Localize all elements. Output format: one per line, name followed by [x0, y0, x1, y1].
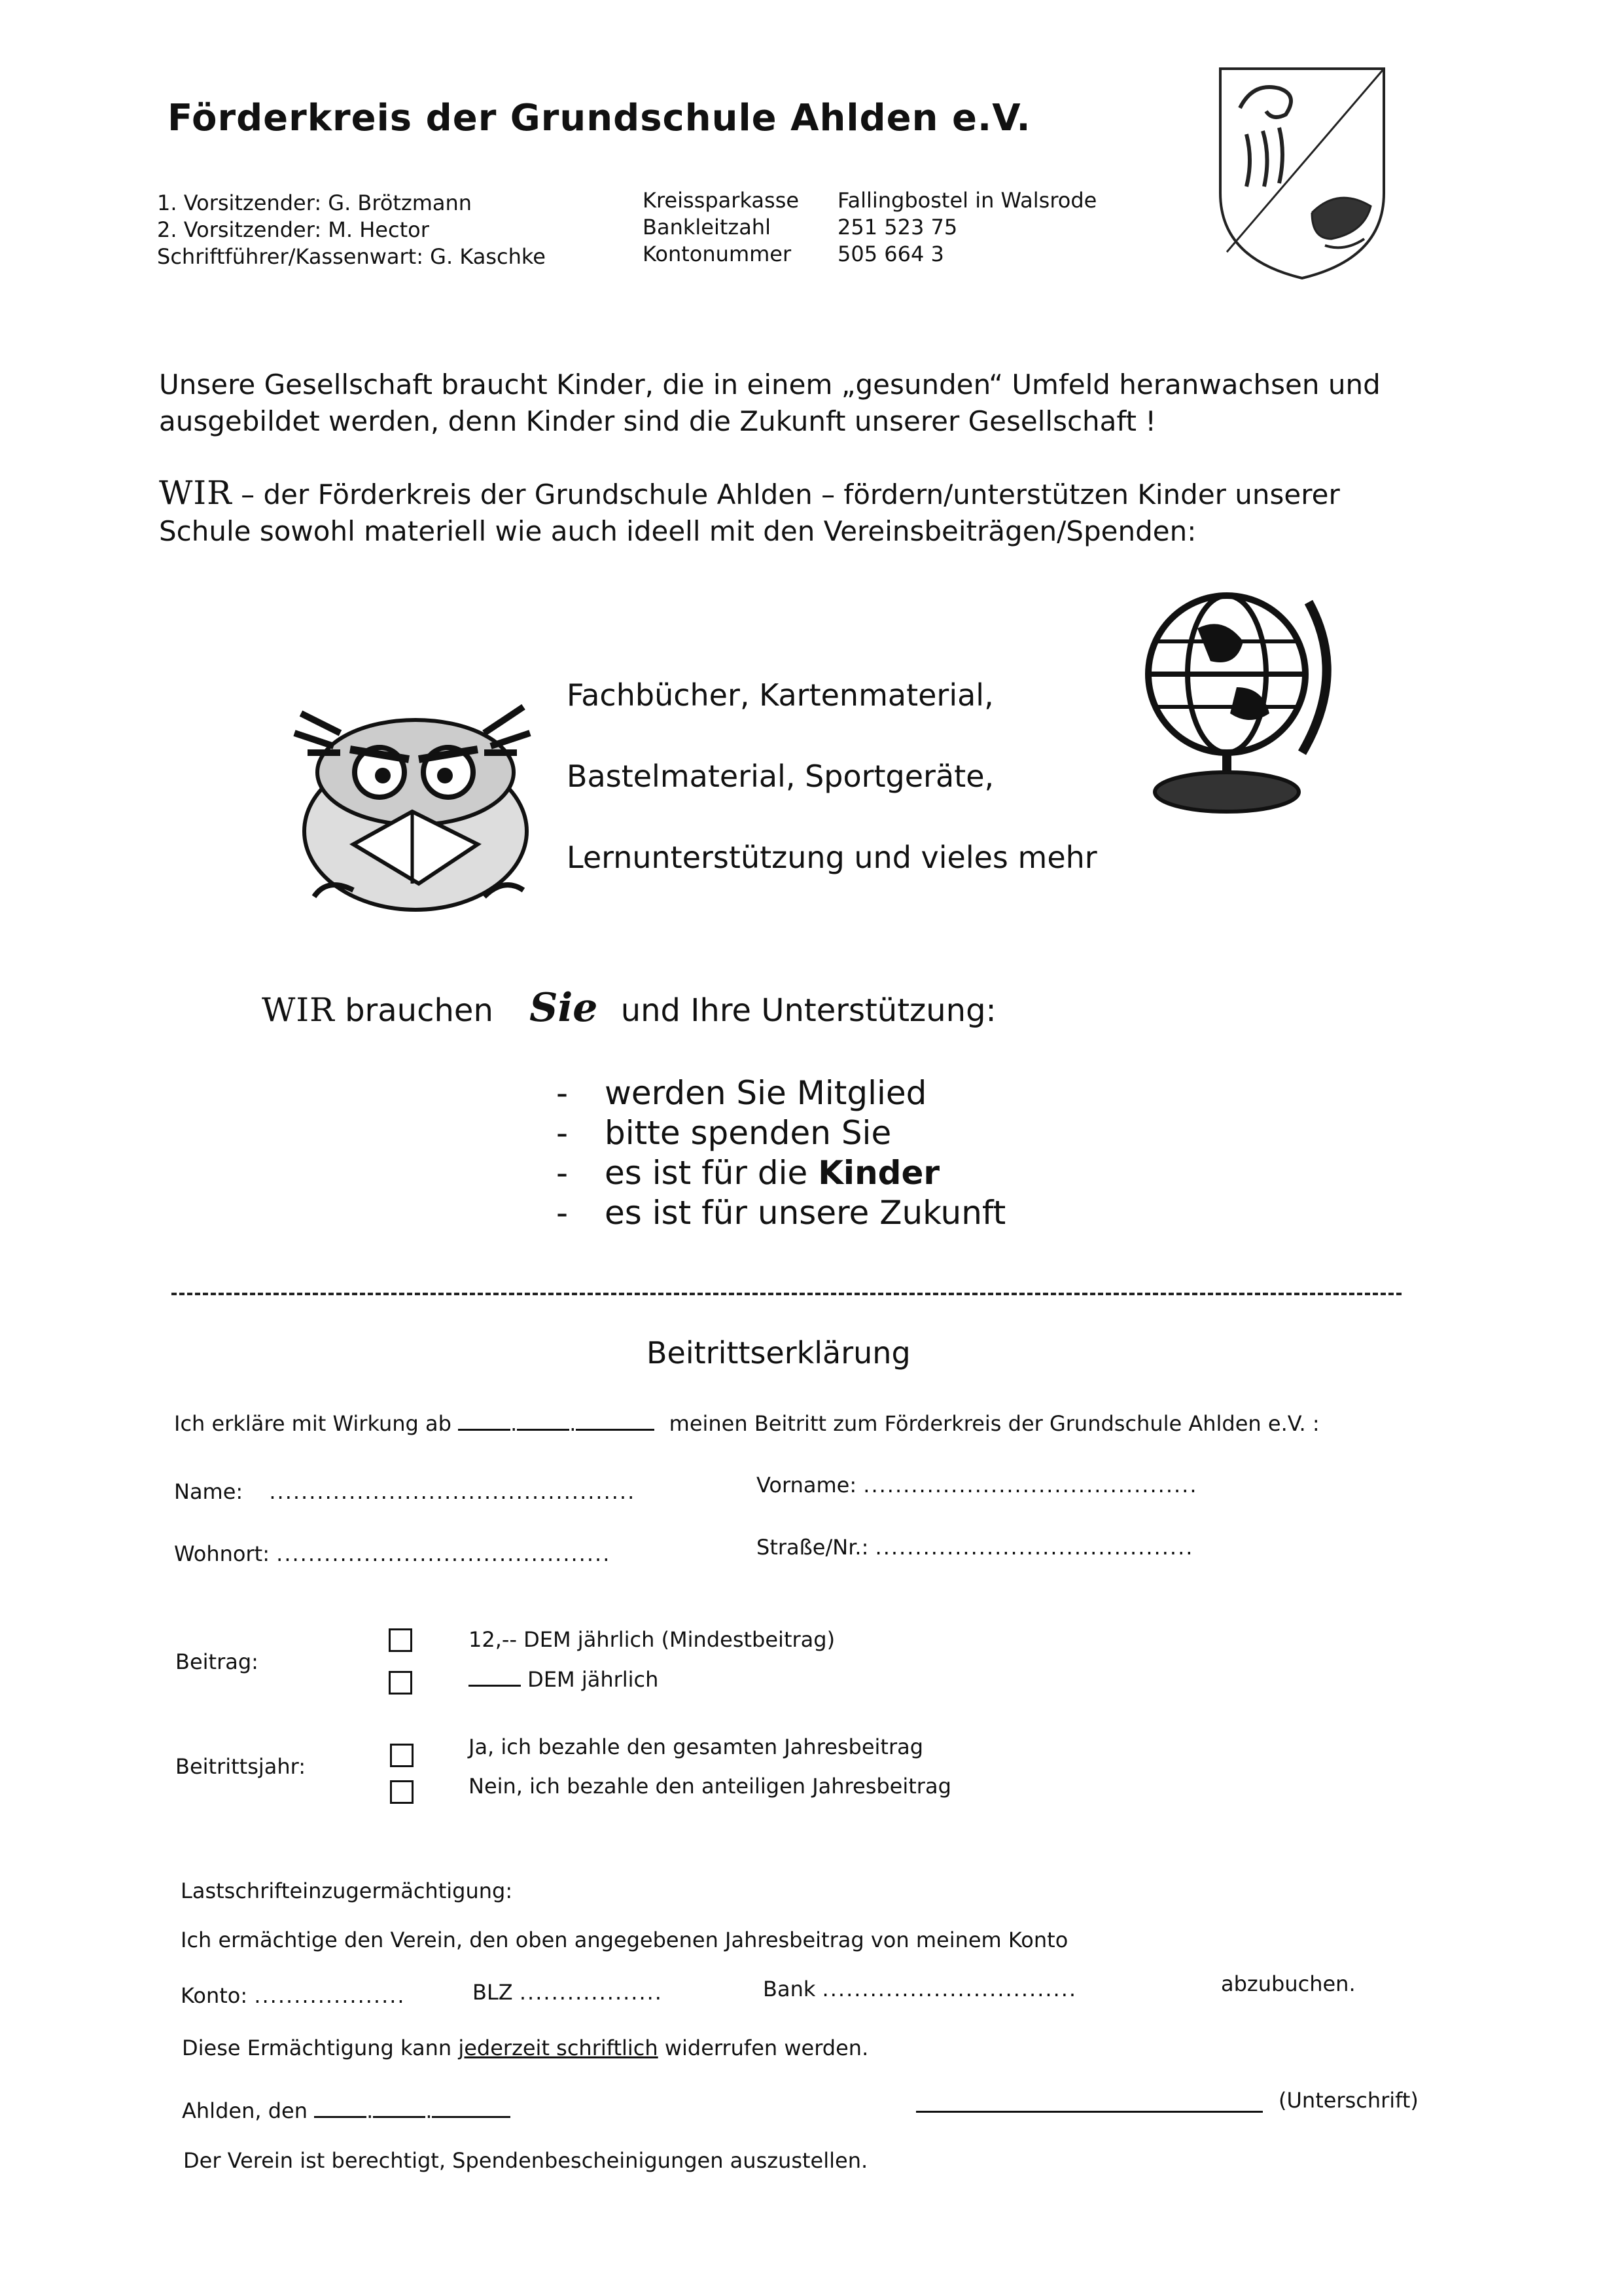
name-field[interactable]: .............................................. — [269, 1479, 636, 1504]
bank-value: 505 664 3 — [838, 242, 944, 266]
widerruf-line — [182, 2036, 868, 2060]
spenden-note: Der Verein ist berechtigt, Spendenbescheinigungen auszustellen. — [183, 2148, 868, 2173]
name-row — [174, 1479, 635, 1504]
wohnort-label: Wohnort: — [174, 1541, 270, 1566]
strasse-field[interactable]: ........................................ — [875, 1535, 1194, 1560]
officer-line: 1. Vorsitzender: G. Brötzmann — [157, 190, 472, 215]
list-item: Lernunterstützung und vieles mehr — [567, 840, 1097, 875]
intro-line: ausgebildet werden, denn Kinder sind die Zukunft unserer Gesellschaft ! — [159, 405, 1157, 437]
appeal-brauchen: brauchen — [345, 992, 493, 1029]
strasse-label: Straße/Nr.: — [756, 1535, 869, 1560]
intro-paragraph — [159, 367, 1381, 440]
blz-label: BLZ — [472, 1980, 513, 2005]
bank-values — [838, 187, 1097, 268]
blz-field[interactable]: .................. — [519, 1980, 663, 2005]
strasse-row — [756, 1535, 1193, 1560]
date-separator: . — [569, 1411, 576, 1436]
bank-labels — [643, 187, 799, 268]
ort-label: Ahlden, den — [182, 2098, 308, 2123]
date-separator: . — [366, 2098, 374, 2123]
beitrag-custom-checkbox[interactable] — [389, 1671, 412, 1695]
bank-field[interactable]: ................................ — [822, 1977, 1078, 2001]
mission-line: – der Förderkreis der Grundschule Ahlden – fördern/unterstützen Kinder unserer — [241, 478, 1340, 511]
globe-icon — [1112, 576, 1348, 825]
date-year-field[interactable] — [576, 1410, 654, 1431]
bullet-text: es ist für die — [605, 1154, 808, 1192]
date-separator: . — [510, 1411, 518, 1436]
bank-row — [763, 1977, 1077, 2001]
cut-line — [171, 1293, 1402, 1295]
bullet-dash: - — [556, 1154, 569, 1192]
beitrag-min-checkbox[interactable] — [389, 1628, 412, 1652]
bullet-list — [556, 1073, 1006, 1233]
wirkung-label: Ich erkläre mit Wirkung ab — [174, 1411, 451, 1436]
wirkung-text: meinen Beitritt zum Förderkreis der Grundschule Ahlden e.V. : — [669, 1411, 1320, 1436]
appeal-line — [262, 985, 997, 1031]
wir-word: WIR — [159, 474, 232, 512]
bank-value: 251 523 75 — [838, 215, 958, 240]
bullet-dash: - — [556, 1194, 569, 1232]
bullet-text: es ist für unsere Zukunft — [605, 1194, 1006, 1232]
intro-line: Unsere Gesellschaft braucht Kinder, die in einem „gesunden“ Umfeld heranwachsen und — [159, 368, 1381, 401]
beitrag-amount-field[interactable] — [468, 1666, 521, 1687]
vorname-label: Vorname: — [756, 1473, 857, 1498]
konto-field[interactable]: ................... — [254, 1983, 406, 2008]
unterschrift-label: (Unterschrift) — [1279, 2088, 1419, 2113]
bullet-bold: Kinder — [818, 1154, 940, 1192]
mission-line: Schule sowohl materiell wie auch ideell mit den Vereinsbeiträgen/Spenden: — [159, 515, 1197, 547]
jahr-partial-checkbox[interactable] — [390, 1780, 414, 1804]
bullet-dash: - — [556, 1114, 569, 1152]
bank-label: Kontonummer — [643, 242, 792, 266]
vorname-row — [756, 1473, 1198, 1498]
wohnort-field[interactable]: .......................................... — [276, 1541, 611, 1566]
sign-month-field[interactable] — [373, 2098, 425, 2118]
appeal-sie: Sie — [529, 985, 598, 1031]
bullet-text: bitte spenden Sie — [605, 1114, 892, 1152]
list-item — [556, 1073, 1006, 1113]
list-item — [556, 1193, 1006, 1233]
date-day-field[interactable] — [458, 1410, 510, 1431]
crest-icon — [1214, 62, 1397, 285]
sign-day-field[interactable] — [314, 2098, 366, 2118]
support-items — [567, 655, 1097, 898]
jahr-option-partial: Nein, ich bezahle den anteiligen Jahresbeitrag — [468, 1774, 951, 1799]
wohnort-row — [174, 1541, 610, 1566]
lastschrift-text: Ich ermächtige den Verein, den oben angegebenen Jahresbeitrag von meinem Konto — [181, 1928, 1068, 1952]
reading-owl-icon — [275, 687, 550, 929]
bullet-dash: - — [556, 1074, 569, 1112]
lastschrift-title: Lastschrifteinzugermächtigung: — [181, 1878, 513, 1903]
bank-label: Kreissparkasse — [643, 188, 800, 213]
bank-value: Fallingbostel in Walsrode — [838, 188, 1097, 213]
abzubuchen-text: abzubuchen. — [1221, 1971, 1356, 1996]
beitrag-option-min: 12,-- DEM jährlich (Mindestbeitrag) — [468, 1627, 836, 1652]
wir-word: WIR — [262, 991, 335, 1029]
date-separator: . — [425, 2098, 432, 2123]
beitrag-label: Beitrag: — [175, 1649, 258, 1674]
widerruf-underlined: jederzeit schriftlich — [458, 2036, 658, 2060]
list-item — [556, 1113, 1006, 1153]
list-item: Fachbücher, Kartenmaterial, — [567, 677, 994, 713]
officer-line: Schriftführer/Kassenwart: G. Kaschke — [157, 244, 546, 269]
bank-label: Bankleitzahl — [643, 215, 771, 240]
jahr-label: Beitrittsjahr: — [175, 1754, 306, 1779]
list-item: Bastelmaterial, Sportgeräte, — [567, 759, 995, 794]
signature-line[interactable] — [916, 2111, 1263, 2113]
mission-paragraph — [159, 475, 1340, 550]
jahr-full-checkbox[interactable] — [390, 1744, 414, 1767]
list-item — [556, 1153, 1006, 1193]
officer-line: 2. Vorsitzender: M. Hector — [157, 217, 429, 242]
widerruf-text: widerrufen werden. — [664, 2036, 869, 2060]
jahr-option-full: Ja, ich bezahle den gesamten Jahresbeitrag — [468, 1734, 924, 1759]
widerruf-text: Diese Ermächtigung kann — [182, 2036, 452, 2060]
appeal-rest: und Ihre Unterstützung: — [620, 992, 997, 1029]
beitrag-option-text: DEM jährlich — [527, 1667, 659, 1692]
konto-row — [181, 1983, 406, 2008]
page-title: Förderkreis der Grundschule Ahlden e.V. — [168, 97, 1031, 139]
date-month-field[interactable] — [517, 1410, 569, 1431]
konto-label: Konto: — [181, 1983, 248, 2008]
ort-date-row — [182, 2098, 510, 2123]
sign-year-field[interactable] — [432, 2098, 510, 2118]
bullet-text: werden Sie Mitglied — [605, 1074, 927, 1112]
beitrag-option-custom — [468, 1666, 658, 1692]
vorname-field[interactable]: .......................................... — [863, 1473, 1198, 1498]
wirkung-line — [174, 1410, 1320, 1436]
officers-block — [157, 190, 546, 270]
form-heading: Beitrittserklärung — [646, 1335, 911, 1371]
blz-row — [472, 1980, 663, 2005]
bank-label: Bank — [763, 1977, 816, 2001]
name-label: Name: — [174, 1479, 243, 1504]
